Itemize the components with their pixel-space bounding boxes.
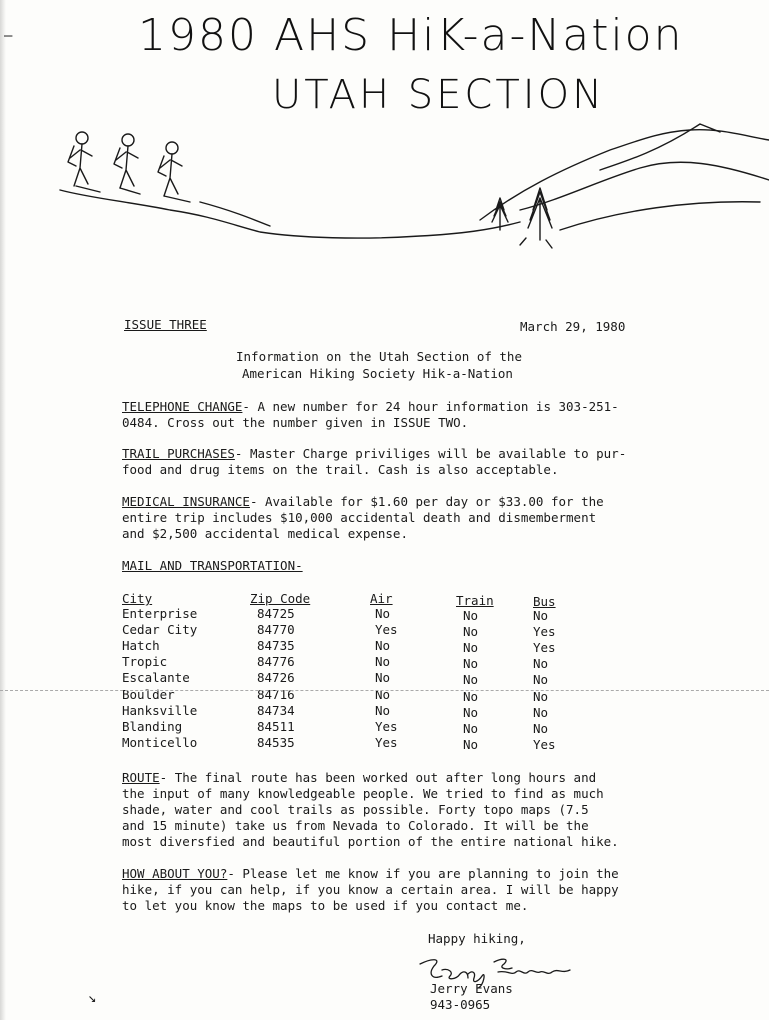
- table-cell-air: No: [375, 606, 391, 621]
- table-cell-zip: 84535: [257, 734, 295, 750]
- route-line-1: - The final route has been worked out after long hours and: [159, 770, 597, 785]
- signer-phone: 943-0965: [430, 997, 491, 1012]
- table-cell-city: Monticello: [122, 734, 198, 750]
- table-cell-bus: No: [533, 656, 549, 672]
- table-cell-city: Boulder: [122, 686, 175, 702]
- route-heading: ROUTE: [122, 770, 160, 785]
- table-header-bus: Bus: [533, 594, 556, 609]
- intro-line-1: Information on the Utah Section of the: [236, 349, 522, 364]
- route-line-4: and 15 minute) take us from Nevada to Colorado. It will be the: [122, 818, 589, 833]
- table-cell-bus: No: [533, 688, 549, 704]
- table-header-air: Air: [370, 591, 393, 606]
- title-line-2: UTAH SECTION: [272, 72, 605, 118]
- route-paragraph: [122, 770, 596, 786]
- table-cell-air: Yes: [375, 622, 398, 638]
- table-cell-train: No: [463, 624, 479, 640]
- pine-trees-icon: [492, 188, 552, 248]
- issue-number: ISSUE THREE: [124, 317, 207, 332]
- trail-heading: TRAIL PURCHASES: [122, 446, 235, 461]
- table-header-train: Train: [456, 593, 494, 608]
- about-heading: HOW ABOUT YOU?: [122, 866, 228, 881]
- table-cell-train: No: [463, 656, 479, 672]
- table-cell-bus: No: [533, 720, 549, 736]
- table-cell-zip: 84726: [257, 670, 295, 686]
- table-cell-bus: Yes: [533, 736, 556, 752]
- table-cell-city: Tropic: [122, 654, 168, 670]
- table-cell-train: No: [463, 736, 479, 752]
- table-cell-air: No: [375, 686, 391, 702]
- table-cell-bus: Yes: [533, 640, 556, 656]
- hikers-icon: [68, 132, 190, 202]
- table-cell-city: Cedar City: [122, 622, 198, 638]
- table-cell-zip: 84511: [257, 718, 295, 734]
- table-cell-zip: 84735: [257, 638, 295, 654]
- medical-line-2: entire trip includes $10,000 accidental death and dismemberment: [122, 510, 597, 525]
- table-cell-zip: 84770: [257, 622, 295, 638]
- closing-salutation: Happy hiking,: [428, 931, 526, 946]
- table-header-city: City: [122, 591, 153, 606]
- table-cell-train: No: [463, 688, 479, 704]
- route-line-2: the input of many knowledgeable people. We tried to find as much: [122, 786, 604, 801]
- about-line-2: hike, if you can help, if you know a certain area. I will be happy: [122, 882, 619, 897]
- signer-name: Jerry Evans: [430, 981, 513, 996]
- medical-line-1: - Available for $1.60 per day or $33.00 for the: [249, 494, 604, 509]
- route-line-3: shade, water and cool trails as possible. Forty topo maps (7.5: [122, 802, 589, 817]
- trail-line-1: - Master Charge priviliges will be available to pur-: [234, 446, 627, 461]
- trail-line-2: food and drug items on the trail. Cash is also acceptable.: [122, 462, 559, 477]
- telephone-paragraph: [122, 399, 619, 415]
- route-line-5: most diversfied and beautiful portion of the entire national hike.: [122, 834, 619, 849]
- medical-paragraph: [122, 494, 604, 510]
- medical-line-3: and $2,500 accidental medical expense.: [122, 526, 408, 541]
- table-cell-air: Yes: [375, 718, 398, 734]
- margin-mark: –: [4, 28, 13, 44]
- table-cell-zip: 84716: [257, 686, 295, 702]
- table-cell-city: Blanding: [122, 718, 183, 734]
- table-cell-bus: No: [533, 608, 549, 623]
- margin-mark: ↘: [88, 990, 97, 1006]
- table-cell-city: Enterprise: [122, 606, 198, 621]
- table-cell-city: Hanksville: [122, 702, 198, 718]
- table-cell-train: No: [463, 608, 479, 623]
- table-cell-air: No: [375, 654, 391, 670]
- table-cell-city: Hatch: [122, 638, 160, 654]
- medical-heading: MEDICAL INSURANCE: [122, 494, 250, 509]
- table-cell-city: Escalante: [122, 670, 190, 686]
- table-cell-air: No: [375, 638, 391, 654]
- table-cell-air: No: [375, 670, 391, 686]
- about-paragraph: [122, 866, 619, 882]
- table-cell-bus: Yes: [533, 624, 556, 640]
- mail-heading: MAIL AND TRANSPORTATION-: [122, 558, 303, 573]
- trail-paragraph: [122, 446, 626, 462]
- page-fold-line: [0, 690, 769, 691]
- table-cell-bus: No: [533, 704, 549, 720]
- about-line-3: to let you know the maps to be used if you contact me.: [122, 898, 529, 913]
- table-cell-air: No: [375, 702, 391, 718]
- table-cell-train: No: [463, 640, 479, 656]
- title-line-1: 1980 AHS HiK-a-Nation: [138, 10, 684, 61]
- table-cell-air: Yes: [375, 734, 398, 750]
- table-cell-zip: 84734: [257, 702, 295, 718]
- intro-line-2: American Hiking Society Hik-a-Nation: [242, 366, 513, 381]
- telephone-line-1: - A new number for 24 hour information is 303-251-: [242, 399, 619, 414]
- table-cell-train: No: [463, 720, 479, 736]
- table-cell-zip: 84776: [257, 654, 295, 670]
- table-cell-zip: 84725: [257, 606, 295, 621]
- table-cell-train: No: [463, 672, 479, 688]
- table-header-zip: Zip Code: [250, 591, 311, 606]
- issue-date: March 29, 1980: [520, 319, 626, 334]
- mountain-ridge: [480, 130, 769, 220]
- table-cell-train: No: [463, 704, 479, 720]
- about-line-1: - Please let me know if you are planning to join the: [227, 866, 619, 881]
- telephone-heading: TELEPHONE CHANGE: [122, 399, 243, 414]
- hikers-mountain-illustration: [0, 110, 769, 260]
- table-cell-bus: No: [533, 672, 549, 688]
- telephone-line-2: 0484. Cross out the number given in ISSUE TWO.: [122, 415, 469, 430]
